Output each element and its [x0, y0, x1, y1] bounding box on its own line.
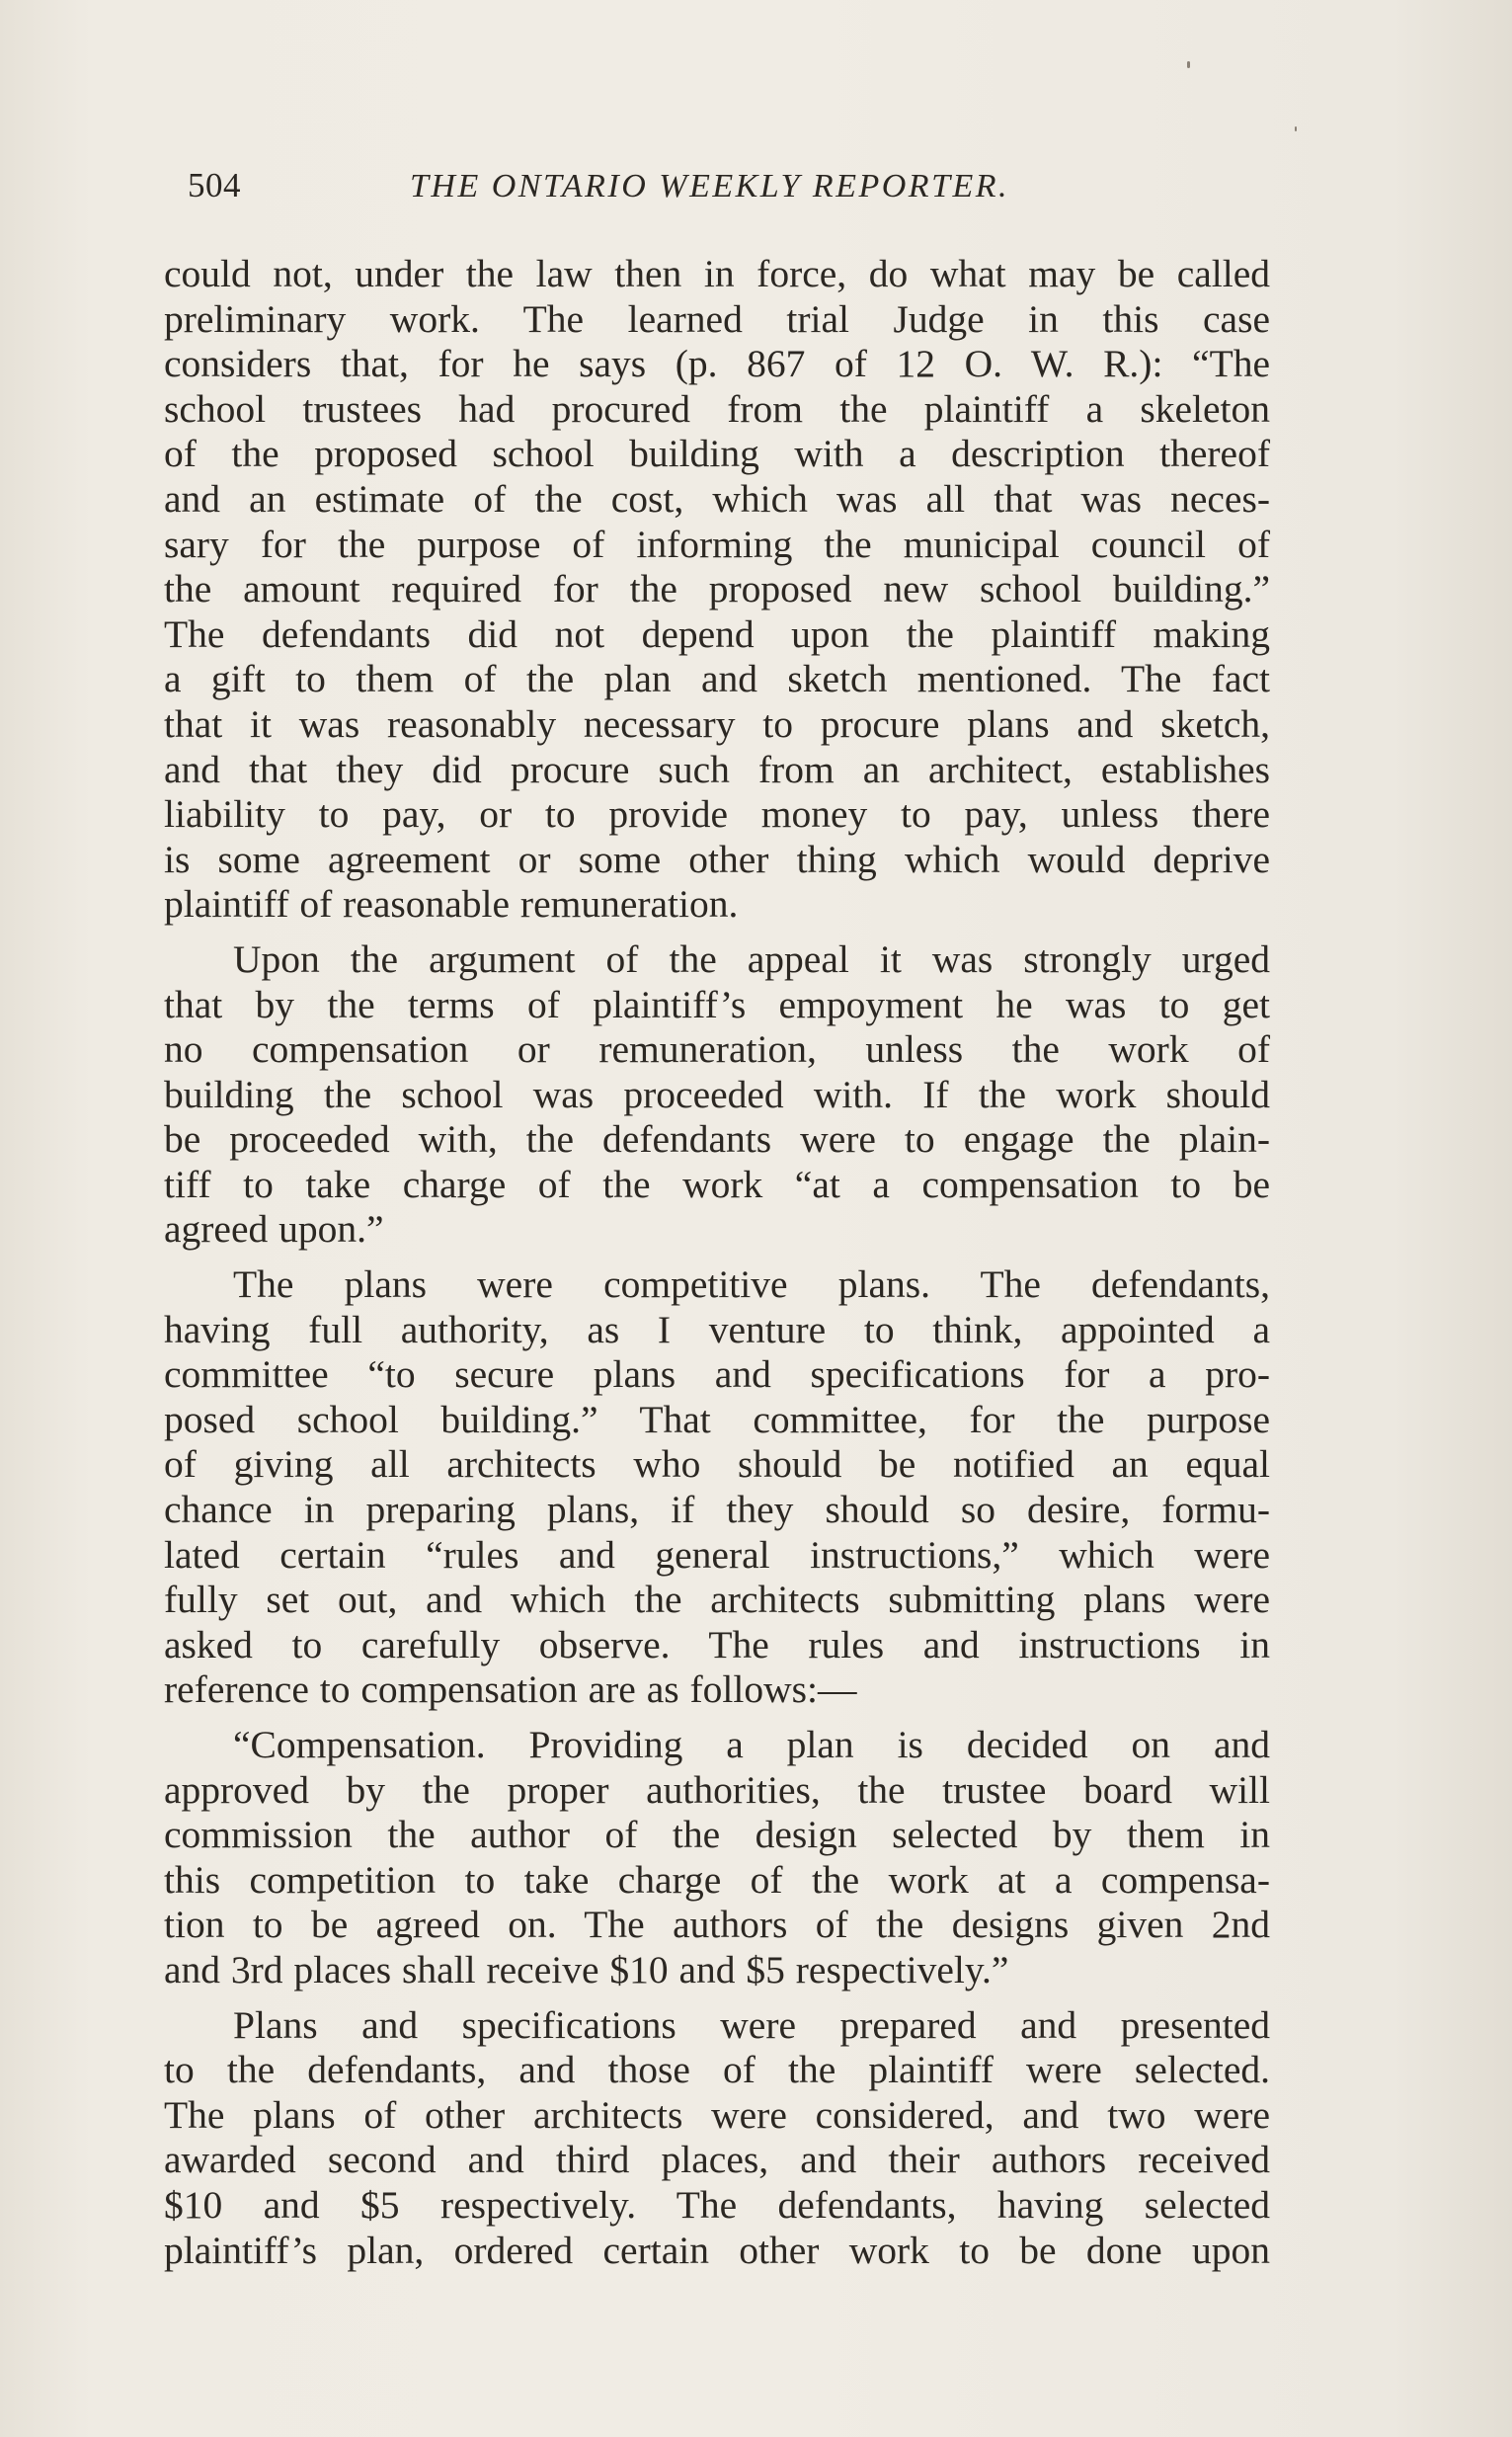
paragraph-1	[164, 252, 1270, 928]
text-line: and 3rd places shall receive $10 and $5 respectively.”	[164, 1947, 1009, 1991]
text-line: a gift to them of the plan and sketch mentioned. The fact	[164, 657, 1270, 701]
text-line: awarded second and third places, and their authors received	[164, 2138, 1270, 2182]
text-line: tiff to take charge of the work “at a compensation to be	[164, 1162, 1270, 1206]
text-line: is some agreement or some other thing which would deprive	[164, 837, 1270, 881]
journal-title: THE ONTARIO WEEKLY REPORTER.	[410, 168, 1010, 204]
text-line: reference to compensation are as follows:—	[164, 1667, 857, 1712]
text-line: plaintiff’s plan, ordered certain other work to be done upon	[164, 2228, 1270, 2272]
text-line: no compensation or remuneration, unless the work of	[164, 1027, 1270, 1072]
text-line: to the defendants, and those of the plaintiff were selected.	[164, 2048, 1270, 2092]
paragraph-5	[164, 2003, 1270, 2274]
text-line: The plans of other architects were considered, and two were	[164, 2092, 1270, 2137]
text-line: Plans and specifications were prepared and presented	[233, 2002, 1270, 2047]
text-line: committee “to secure plans and specifications for a pro-	[164, 1352, 1270, 1397]
text-line: plaintiff of reasonable remuneration.	[164, 882, 739, 927]
paper-speck	[1187, 61, 1190, 68]
text-line: of the proposed school building with a description thereof	[164, 432, 1270, 476]
text-line: and an estimate of the cost, which was all that was neces-	[164, 476, 1270, 521]
text-line: liability to pay, or to provide money to pay, unless there	[164, 792, 1270, 837]
text-line: be proceeded with, the defendants were to engage the plain-	[164, 1117, 1270, 1162]
text-line: $10 and $5 respectively. The defendants, having selected	[164, 2182, 1270, 2227]
paper-speck	[1295, 126, 1297, 131]
page-number: 504	[188, 166, 241, 204]
text-line: Upon the argument of the appeal it was strongly urged	[233, 936, 1270, 981]
text-line: agreed upon.”	[164, 1207, 384, 1252]
text-line: posed school building.” That committee, for the purpose	[164, 1397, 1270, 1441]
text-line: The defendants did not depend upon the plaintiff making	[164, 611, 1270, 656]
paragraph-4	[164, 1723, 1270, 1993]
text-line: and that they did procure such from an architect, establishes	[164, 747, 1270, 791]
body-text	[164, 252, 1270, 2273]
text-line: asked to carefully observe. The rules and instructions in	[164, 1622, 1270, 1666]
paragraph-2	[164, 937, 1270, 1253]
text-line: lated certain “rules and general instructions,” which were	[164, 1532, 1270, 1577]
text-line: fully set out, and which the architects submitting plans were	[164, 1578, 1270, 1622]
text-line: sary for the purpose of informing the municipal council of	[164, 522, 1270, 566]
text-line: could not, under the law then in force, do what may be called	[164, 252, 1270, 295]
text-line: preliminary work. The learned trial Judge in this case	[164, 296, 1270, 341]
text-line: considers that, for he says (p. 867 of 12 O. W. R.): “The	[164, 342, 1270, 386]
text-line: chance in preparing plans, if they should so desire, formu-	[164, 1488, 1270, 1532]
text-line: “Compensation. Providing a plan is decided on and	[233, 1723, 1270, 1766]
text-line: building the school was proceeded with. If the work should	[164, 1072, 1270, 1116]
text-line: of giving all architects who should be notified an equal	[164, 1442, 1270, 1487]
text-line: approved by the proper authorities, the trustee board will	[164, 1767, 1270, 1812]
text-line: The plans were competitive plans. The defendants,	[233, 1262, 1270, 1307]
text-line: this competition to take charge of the work at a compensa-	[164, 1857, 1270, 1902]
paragraph-3	[164, 1262, 1270, 1713]
text-line: that by the terms of plaintiff’s empoyment he was to get	[164, 982, 1270, 1026]
text-line: school trustees had procured from the plaintiff a skeleton	[164, 386, 1270, 431]
running-head	[188, 166, 1057, 215]
text-line: having full authority, as I venture to think, appointed a	[164, 1307, 1270, 1351]
text-line: tion to be agreed on. The authors of the designs given 2nd	[164, 1903, 1270, 1947]
text-line: that it was reasonably necessary to procure plans and sketch,	[164, 701, 1270, 746]
text-line: commission the author of the design selected by them in	[164, 1813, 1270, 1857]
text-line: the amount required for the proposed new school building.”	[164, 567, 1270, 611]
